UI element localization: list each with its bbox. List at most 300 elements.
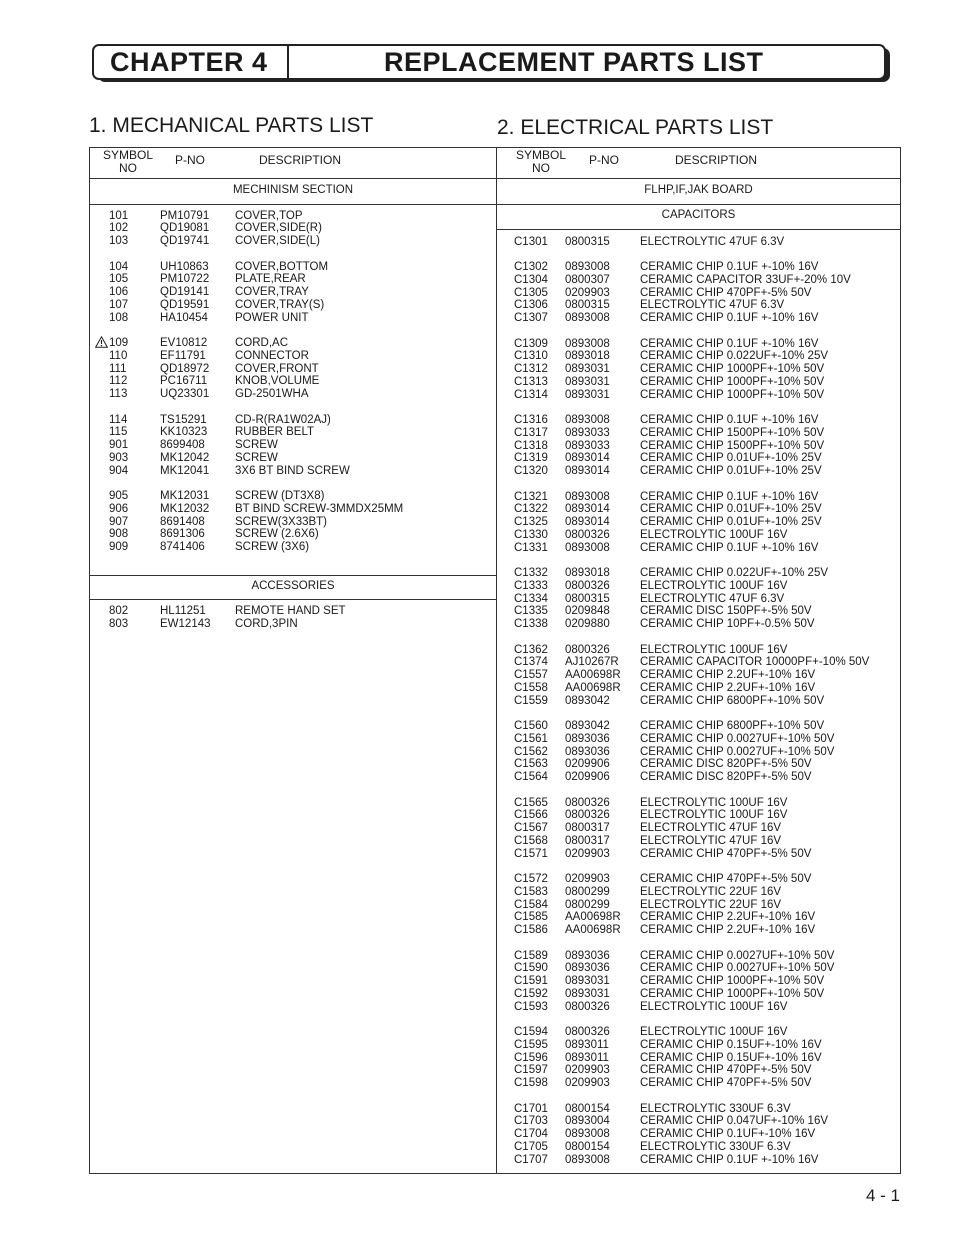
mech-section-mechanism: MECHINISM SECTION	[232, 184, 354, 196]
elec-symbol-no: C1313	[514, 375, 548, 388]
mech-description: GD-2501WHA	[235, 388, 309, 400]
elec-part-no: 0893031	[565, 375, 610, 388]
mech-row	[90, 337, 490, 350]
accessories-bottom-rule	[90, 599, 496, 600]
mech-symbol-no: 101	[109, 209, 129, 222]
mech-section-rule	[90, 204, 496, 205]
elec-description: CERAMIC CHIP 0.1UF +-10% 16V	[640, 490, 819, 503]
mech-symbol-no: 909	[109, 541, 129, 553]
mech-description: CONNECTOR	[235, 349, 309, 362]
elec-row	[497, 899, 897, 912]
elec-row	[497, 988, 897, 1001]
elec-description: CERAMIC CHIP 470PF+-5% 50V	[640, 286, 812, 299]
elec-symbol-no: C1589	[514, 949, 548, 962]
elec-row	[497, 911, 897, 924]
mech-description: COVER,BOTTOM	[235, 260, 329, 273]
mech-row	[90, 261, 490, 274]
mech-row	[90, 299, 490, 312]
mech-row	[90, 465, 490, 478]
parts-table	[89, 147, 901, 1174]
elec-description: CERAMIC CHIP 470PF+-5% 50V	[640, 847, 812, 860]
mech-part-no: PC16711	[160, 375, 208, 388]
mech-part-no: PM10722	[160, 273, 210, 286]
elec-description: ELECTROLYTIC 47UF 16V	[640, 822, 782, 834]
mech-row	[90, 312, 490, 325]
chapter-label: CHAPTER 4	[110, 47, 268, 77]
elec-part-no: 0209906	[565, 758, 610, 771]
mech-description: PLATE,REAR	[235, 273, 306, 286]
elec-description: CERAMIC DISC 150PF+-5% 50V	[640, 605, 812, 618]
elec-part-no: 0800326	[565, 528, 610, 541]
mech-part-no: EV10812	[160, 337, 208, 349]
mech-col-pno: P-NO	[175, 153, 205, 167]
elec-row	[497, 312, 897, 325]
elec-description: CERAMIC CHIP 2.2UF+-10% 16V	[640, 924, 816, 936]
elec-description: CERAMIC CHIP 0.022UF+-10% 25V	[640, 567, 829, 579]
mech-description: CORD,AC	[235, 337, 289, 349]
mechanical-title: 1. MECHANICAL PARTS LIST	[89, 114, 374, 137]
elec-description: CERAMIC CHIP 0.0027UF+-10% 50V	[640, 745, 835, 758]
elec-symbol-no: C1591	[514, 975, 548, 987]
elec-symbol-no: C1571	[514, 847, 548, 860]
elec-row	[497, 567, 897, 580]
mech-part-no: UQ23301	[160, 388, 210, 400]
elec-row	[497, 1154, 897, 1167]
mech-part-no: QD19081	[160, 222, 210, 235]
mech-symbol-no: 109	[109, 337, 129, 349]
elec-description: ELECTROLYTIC 330UF 6.3V	[640, 1140, 791, 1153]
safety-warning-icon	[95, 336, 108, 348]
mech-part-no: 8699408	[160, 439, 205, 451]
mech-symbol-no: 115	[109, 426, 128, 439]
elec-symbol-no: C1704	[514, 1128, 548, 1140]
mech-description: SCREW	[235, 439, 278, 451]
elec-row	[497, 465, 897, 478]
elec-symbol-no: C1592	[514, 987, 548, 1000]
elec-part-no: AA00698R	[565, 911, 621, 924]
elec-symbol-no: C1320	[514, 465, 548, 477]
elec-description: CERAMIC CHIP 1000PF+-10% 50V	[640, 363, 825, 375]
elec-row	[497, 809, 897, 822]
electrical-title: 2. ELECTRICAL PARTS LIST	[497, 116, 774, 139]
elec-symbol-no: C1302	[514, 261, 548, 273]
elec-row	[497, 1103, 897, 1116]
elec-symbol-no: C1316	[514, 414, 548, 426]
header-rule	[90, 178, 900, 179]
elec-row	[497, 656, 897, 669]
elec-part-no: 0893004	[565, 1115, 610, 1128]
elec-part-no: 0800315	[565, 592, 610, 605]
mech-part-no: HA10454	[160, 311, 208, 324]
mech-symbol-no: 111	[109, 362, 127, 375]
mech-symbol-no: 904	[109, 464, 129, 477]
elec-row	[497, 1052, 897, 1065]
mech-part-no: 8691306	[160, 528, 205, 541]
mech-symbol-no: 907	[109, 515, 129, 528]
elec-symbol-no: C1314	[514, 388, 548, 401]
mech-symbol-no: 103	[109, 235, 129, 247]
elec-description: ELECTROLYTIC 100UF 16V	[640, 809, 788, 822]
mech-row	[90, 388, 490, 401]
elec-row	[497, 1001, 897, 1014]
elec-symbol-no: C1707	[514, 1153, 548, 1166]
elec-symbol-no: C1564	[514, 771, 548, 783]
mech-row	[90, 375, 490, 388]
elec-part-no: 0800299	[565, 898, 610, 911]
elec-symbol-no: C1306	[514, 299, 548, 312]
elec-part-no: 0893036	[565, 962, 610, 975]
elec-part-no: 0209880	[565, 618, 610, 630]
elec-row	[497, 338, 897, 351]
elec-part-no: 0893008	[565, 312, 610, 324]
elec-symbol-no: C1595	[514, 1038, 548, 1051]
elec-part-no: 0800317	[565, 834, 610, 847]
elec-symbol-no: C1585	[514, 911, 548, 924]
mech-symbol-no: 901	[109, 439, 129, 451]
elec-description: ELECTROLYTIC 47UF 16V	[640, 834, 782, 847]
elec-part-no: 0800154	[565, 1140, 610, 1153]
chapter-banner	[92, 44, 888, 80]
elec-row	[497, 618, 897, 631]
elec-description: ELECTROLYTIC 47UF 6.3V	[640, 235, 785, 248]
elec-description: ELECTROLYTIC 100UF 16V	[640, 643, 788, 656]
elec-row	[497, 950, 897, 963]
mech-part-no: KK10323	[160, 426, 208, 439]
elec-row	[497, 886, 897, 899]
elec-part-no: 0893031	[565, 388, 610, 401]
elec-row	[497, 1115, 897, 1128]
mech-row	[90, 210, 490, 223]
mech-part-no: 8741406	[160, 541, 205, 553]
elec-row	[497, 975, 897, 988]
mech-row	[90, 235, 490, 248]
elec-description: CERAMIC CHIP 0.1UF +-10% 16V	[640, 337, 819, 350]
elec-symbol-no: C1568	[514, 834, 548, 847]
elec-part-no: 0893014	[565, 503, 610, 516]
elec-description: ELECTROLYTIC 100UF 16V	[640, 1026, 788, 1038]
elec-row	[497, 822, 897, 835]
elec-part-no: 0893011	[565, 1038, 609, 1051]
elec-part-no: AA00698R	[565, 669, 621, 681]
elec-description: CERAMIC CAPACITOR 33UF+-20% 10V	[640, 273, 851, 286]
elec-symbol-no: C1312	[514, 363, 548, 375]
elec-row	[497, 669, 897, 682]
elec-row	[497, 593, 897, 606]
elec-description: CERAMIC CHIP 10PF+-0.5% 50V	[640, 618, 815, 630]
elec-row	[497, 529, 897, 542]
elec-symbol-no: C1334	[514, 592, 548, 605]
elec-symbol-no: C1701	[514, 1102, 548, 1115]
elec-row	[497, 644, 897, 657]
mech-part-no: QD19741	[160, 235, 210, 247]
mech-section-accessories: ACCESSORIES	[251, 580, 335, 592]
elec-symbol-no: C1558	[514, 681, 548, 694]
elec-row	[497, 733, 897, 746]
mech-col-desc: DESCRIPTION	[258, 153, 341, 167]
elec-description: CERAMIC CHIP 0.0027UF+-10% 50V	[640, 732, 835, 745]
page-number: 4 - 1	[866, 1186, 901, 1205]
accessories-top-rule	[90, 575, 496, 576]
mech-description: 3X6 BT BIND SCREW	[235, 464, 350, 477]
elec-description: CERAMIC CHIP 2.2UF+-10% 16V	[640, 669, 816, 681]
elec-part-no: 0893031	[565, 363, 610, 375]
elec-description: ELECTROLYTIC 47UF 6.3V	[640, 299, 785, 312]
mech-part-no: QD18972	[160, 362, 210, 375]
mech-symbol-no: 113	[109, 388, 128, 400]
elec-part-no: 0209906	[565, 771, 610, 783]
elec-symbol-no: C1321	[514, 490, 548, 503]
mech-description: KNOB,VOLUME	[235, 375, 320, 388]
elec-symbol-no: C1318	[514, 439, 548, 452]
elec-description: CERAMIC CHIP 1000PF+-10% 50V	[640, 975, 825, 987]
elec-symbol-no: C1598	[514, 1077, 548, 1089]
elec-symbol-no: C1572	[514, 873, 548, 885]
elec-part-no: 0893008	[565, 490, 610, 503]
elec-row	[497, 350, 897, 363]
elec-part-no: 0800326	[565, 1026, 610, 1038]
elec-row	[497, 605, 897, 618]
elec-description: CERAMIC CHIP 0.1UF +-10% 16V	[640, 1153, 819, 1166]
elec-description: CERAMIC CHIP 1500PF+-10% 50V	[640, 439, 825, 452]
elec-part-no: 0209903	[565, 286, 610, 299]
mech-part-no: TS15291	[160, 413, 207, 426]
mech-description: SCREW (DT3X8)	[235, 490, 325, 502]
elec-symbol-no: C1583	[514, 885, 548, 898]
mech-row	[90, 426, 490, 439]
elec-row	[497, 746, 897, 759]
elec-description: CERAMIC CHIP 6800PF+-10% 50V	[640, 694, 825, 707]
elec-description: CERAMIC CHIP 0.022UF+-10% 25V	[640, 350, 829, 363]
elec-description: ELECTROLYTIC 100UF 16V	[640, 579, 788, 592]
mech-part-no: PM10791	[160, 209, 210, 222]
mech-row	[90, 286, 490, 299]
mech-part-no: EW12143	[160, 617, 211, 630]
elec-description: CERAMIC CHIP 0.15UF+-10% 16V	[640, 1038, 822, 1051]
elec-symbol-no: C1559	[514, 694, 548, 707]
mech-symbol-no: 906	[109, 502, 129, 515]
elec-part-no: 0800315	[565, 235, 610, 248]
mech-description: COVER,TOP	[235, 209, 303, 222]
elec-section-board: FLHP,IF,JAK BOARD	[644, 184, 753, 196]
mech-symbol-no: 903	[109, 451, 129, 464]
elec-description: CERAMIC CHIP 6800PF+-10% 50V	[640, 720, 825, 732]
mech-row	[90, 363, 490, 376]
elec-col-pno: P-NO	[589, 153, 619, 167]
mech-row	[90, 414, 490, 427]
mech-symbol-no: 110	[109, 349, 128, 362]
elec-row	[497, 924, 897, 937]
elec-row	[497, 1064, 897, 1077]
mech-part-no: QD19141	[160, 286, 210, 298]
elec-symbol-no: C1335	[514, 605, 548, 618]
mech-description: REMOTE HAND SET	[235, 605, 346, 617]
elec-row	[497, 236, 897, 249]
mech-description: BT BIND SCREW-3MMDX25MM	[235, 502, 404, 515]
elec-symbol-no: C1590	[514, 962, 548, 975]
elec-description: CERAMIC CHIP 1000PF+-10% 50V	[640, 388, 825, 401]
elec-capacitors-rule	[497, 229, 900, 230]
elec-part-no: 0209903	[565, 1077, 610, 1089]
elec-description: CERAMIC CHIP 470PF+-5% 50V	[640, 1077, 812, 1089]
elec-row	[497, 1077, 897, 1090]
elec-description: CERAMIC DISC 820PF+-5% 50V	[640, 758, 812, 771]
elec-part-no: 0893036	[565, 745, 610, 758]
elec-symbol-no: C1362	[514, 643, 548, 656]
elec-description: CERAMIC CHIP 0.1UF +-10% 16V	[640, 261, 819, 273]
elec-symbol-no: C1338	[514, 618, 548, 630]
elec-part-no: 0893031	[565, 987, 610, 1000]
mech-symbol-no: 802	[109, 605, 129, 617]
elec-part-no: 0893031	[565, 975, 610, 987]
mech-symbol-no: 104	[109, 260, 129, 273]
elec-description: ELECTROLYTIC 100UF 16V	[640, 796, 788, 809]
elec-symbol-no: C1332	[514, 567, 548, 579]
mech-row	[90, 273, 490, 286]
elec-part-no: 0800326	[565, 579, 610, 592]
elec-symbol-no: C1560	[514, 720, 548, 732]
mech-part-no: 8691408	[160, 515, 205, 528]
elec-row	[497, 848, 897, 861]
mech-symbol-no: 108	[109, 311, 129, 324]
elec-symbol-no: C1305	[514, 286, 548, 299]
mech-description: SCREW(3X33BT)	[235, 515, 328, 528]
mech-row	[90, 452, 490, 465]
elec-symbol-no: C1586	[514, 924, 548, 936]
elec-row	[497, 580, 897, 593]
elec-symbol-no: C1317	[514, 426, 548, 439]
elec-description: ELECTROLYTIC 330UF 6.3V	[640, 1102, 791, 1115]
elec-description: CERAMIC CHIP 470PF+-5% 50V	[640, 1064, 812, 1077]
elec-row	[497, 389, 897, 402]
elec-part-no: 0893033	[565, 439, 610, 452]
mech-part-no: EF11791	[160, 349, 206, 362]
elec-symbol-no: C1331	[514, 541, 548, 554]
mech-description: COVER,TRAY	[235, 286, 309, 298]
elec-symbol-no: C1310	[514, 350, 548, 363]
elec-row	[497, 835, 897, 848]
elec-part-no: 0893018	[565, 350, 610, 363]
elec-row	[497, 1039, 897, 1052]
elec-symbol-no: C1325	[514, 516, 548, 528]
elec-description: CERAMIC CHIP 0.01UF+-10% 25V	[640, 452, 822, 465]
mech-description: CD-R(RA1W02AJ)	[235, 413, 331, 426]
elec-col-desc: DESCRIPTION	[674, 153, 757, 167]
elec-row	[497, 720, 897, 733]
elec-row	[497, 797, 897, 810]
elec-description: CERAMIC DISC 820PF+-5% 50V	[640, 771, 812, 783]
elec-part-no: AJ10267R	[565, 656, 619, 669]
elec-part-no: 0893014	[565, 516, 610, 528]
mech-description: RUBBER BELT	[235, 426, 315, 439]
elec-symbol-no: C1563	[514, 758, 548, 771]
elec-part-no: 0893018	[565, 567, 610, 579]
elec-row	[497, 287, 897, 300]
elec-symbol-no: C1565	[514, 796, 548, 809]
elec-row	[497, 261, 897, 274]
mech-description: CORD,3PIN	[235, 617, 298, 630]
elec-part-no: 0893008	[565, 261, 610, 273]
banner-divider	[287, 46, 289, 78]
mech-symbol-no: 908	[109, 528, 129, 541]
mech-part-no: QD19591	[160, 298, 210, 311]
elec-symbol-no: C1593	[514, 1000, 548, 1013]
elec-part-no: 0800299	[565, 885, 610, 898]
elec-part-no: 0893042	[565, 720, 610, 732]
mech-symbol-no: 105	[109, 273, 129, 286]
mech-description: COVER,FRONT	[235, 362, 319, 375]
elec-symbol-no: C1557	[514, 669, 548, 681]
elec-row	[497, 1026, 897, 1039]
mech-part-no: MK12032	[160, 502, 210, 515]
elec-description: CERAMIC CHIP 1500PF+-10% 50V	[640, 426, 825, 439]
elec-row	[497, 440, 897, 453]
elec-row	[497, 299, 897, 312]
elec-part-no: 0893008	[565, 1128, 610, 1140]
elec-part-no: 0893042	[565, 694, 610, 707]
elec-part-no: 0893011	[565, 1051, 609, 1064]
elec-row	[497, 873, 897, 886]
mech-row	[90, 350, 490, 363]
mech-part-no: MK12031	[160, 490, 210, 502]
elec-part-no: 0893033	[565, 426, 610, 439]
elec-part-no: 0893008	[565, 337, 610, 350]
elec-symbol-no: C1594	[514, 1026, 548, 1038]
mech-row	[90, 516, 490, 529]
elec-row	[497, 1141, 897, 1154]
elec-symbol-no: C1322	[514, 503, 548, 516]
elec-description: CERAMIC CHIP 0.047UF+-10% 16V	[640, 1115, 829, 1128]
elec-symbol-no: C1584	[514, 898, 548, 911]
elec-row	[497, 542, 897, 555]
elec-symbol-no: C1705	[514, 1140, 548, 1153]
elec-row	[497, 427, 897, 440]
elec-description: CERAMIC CHIP 2.2UF+-10% 16V	[640, 681, 816, 694]
mech-row	[90, 541, 490, 554]
elec-description: CERAMIC CHIP 0.1UF +-10% 16V	[640, 541, 819, 554]
elec-description: CERAMIC CHIP 2.2UF+-10% 16V	[640, 911, 816, 924]
elec-symbol-no: C1319	[514, 452, 548, 465]
mech-part-no: MK12041	[160, 464, 210, 477]
mech-row	[90, 490, 490, 503]
elec-symbol-no: C1567	[514, 822, 548, 834]
mech-symbol-no: 102	[109, 222, 129, 235]
elec-description: CERAMIC CHIP 0.0027UF+-10% 50V	[640, 949, 835, 962]
elec-description: ELECTROLYTIC 100UF 16V	[640, 1000, 788, 1013]
elec-description: CERAMIC CHIP 470PF+-5% 50V	[640, 873, 812, 885]
mech-description: COVER,SIDE(R)	[235, 222, 322, 235]
elec-description: CERAMIC CHIP 0.01UF+-10% 25V	[640, 503, 822, 516]
elec-symbol-no: C1562	[514, 745, 548, 758]
elec-row	[497, 516, 897, 529]
elec-part-no: 0800326	[565, 796, 610, 809]
elec-row	[497, 414, 897, 427]
mech-part-no: MK12042	[160, 451, 210, 464]
elec-symbol-no: C1330	[514, 528, 548, 541]
elec-symbol-no: C1566	[514, 809, 548, 822]
elec-part-no: 0209903	[565, 873, 610, 885]
elec-description: ELECTROLYTIC 22UF 16V	[640, 885, 782, 898]
elec-row	[497, 758, 897, 771]
elec-part-no: AA00698R	[565, 681, 621, 694]
mech-symbol-no: 905	[109, 490, 129, 502]
elec-part-no: 0800315	[565, 299, 610, 312]
elec-row	[497, 376, 897, 389]
elec-row	[497, 695, 897, 708]
mech-row	[90, 503, 490, 516]
elec-part-no: 0893036	[565, 732, 610, 745]
mech-row	[90, 618, 490, 631]
elec-description: ELECTROLYTIC 47UF 6.3V	[640, 592, 785, 605]
